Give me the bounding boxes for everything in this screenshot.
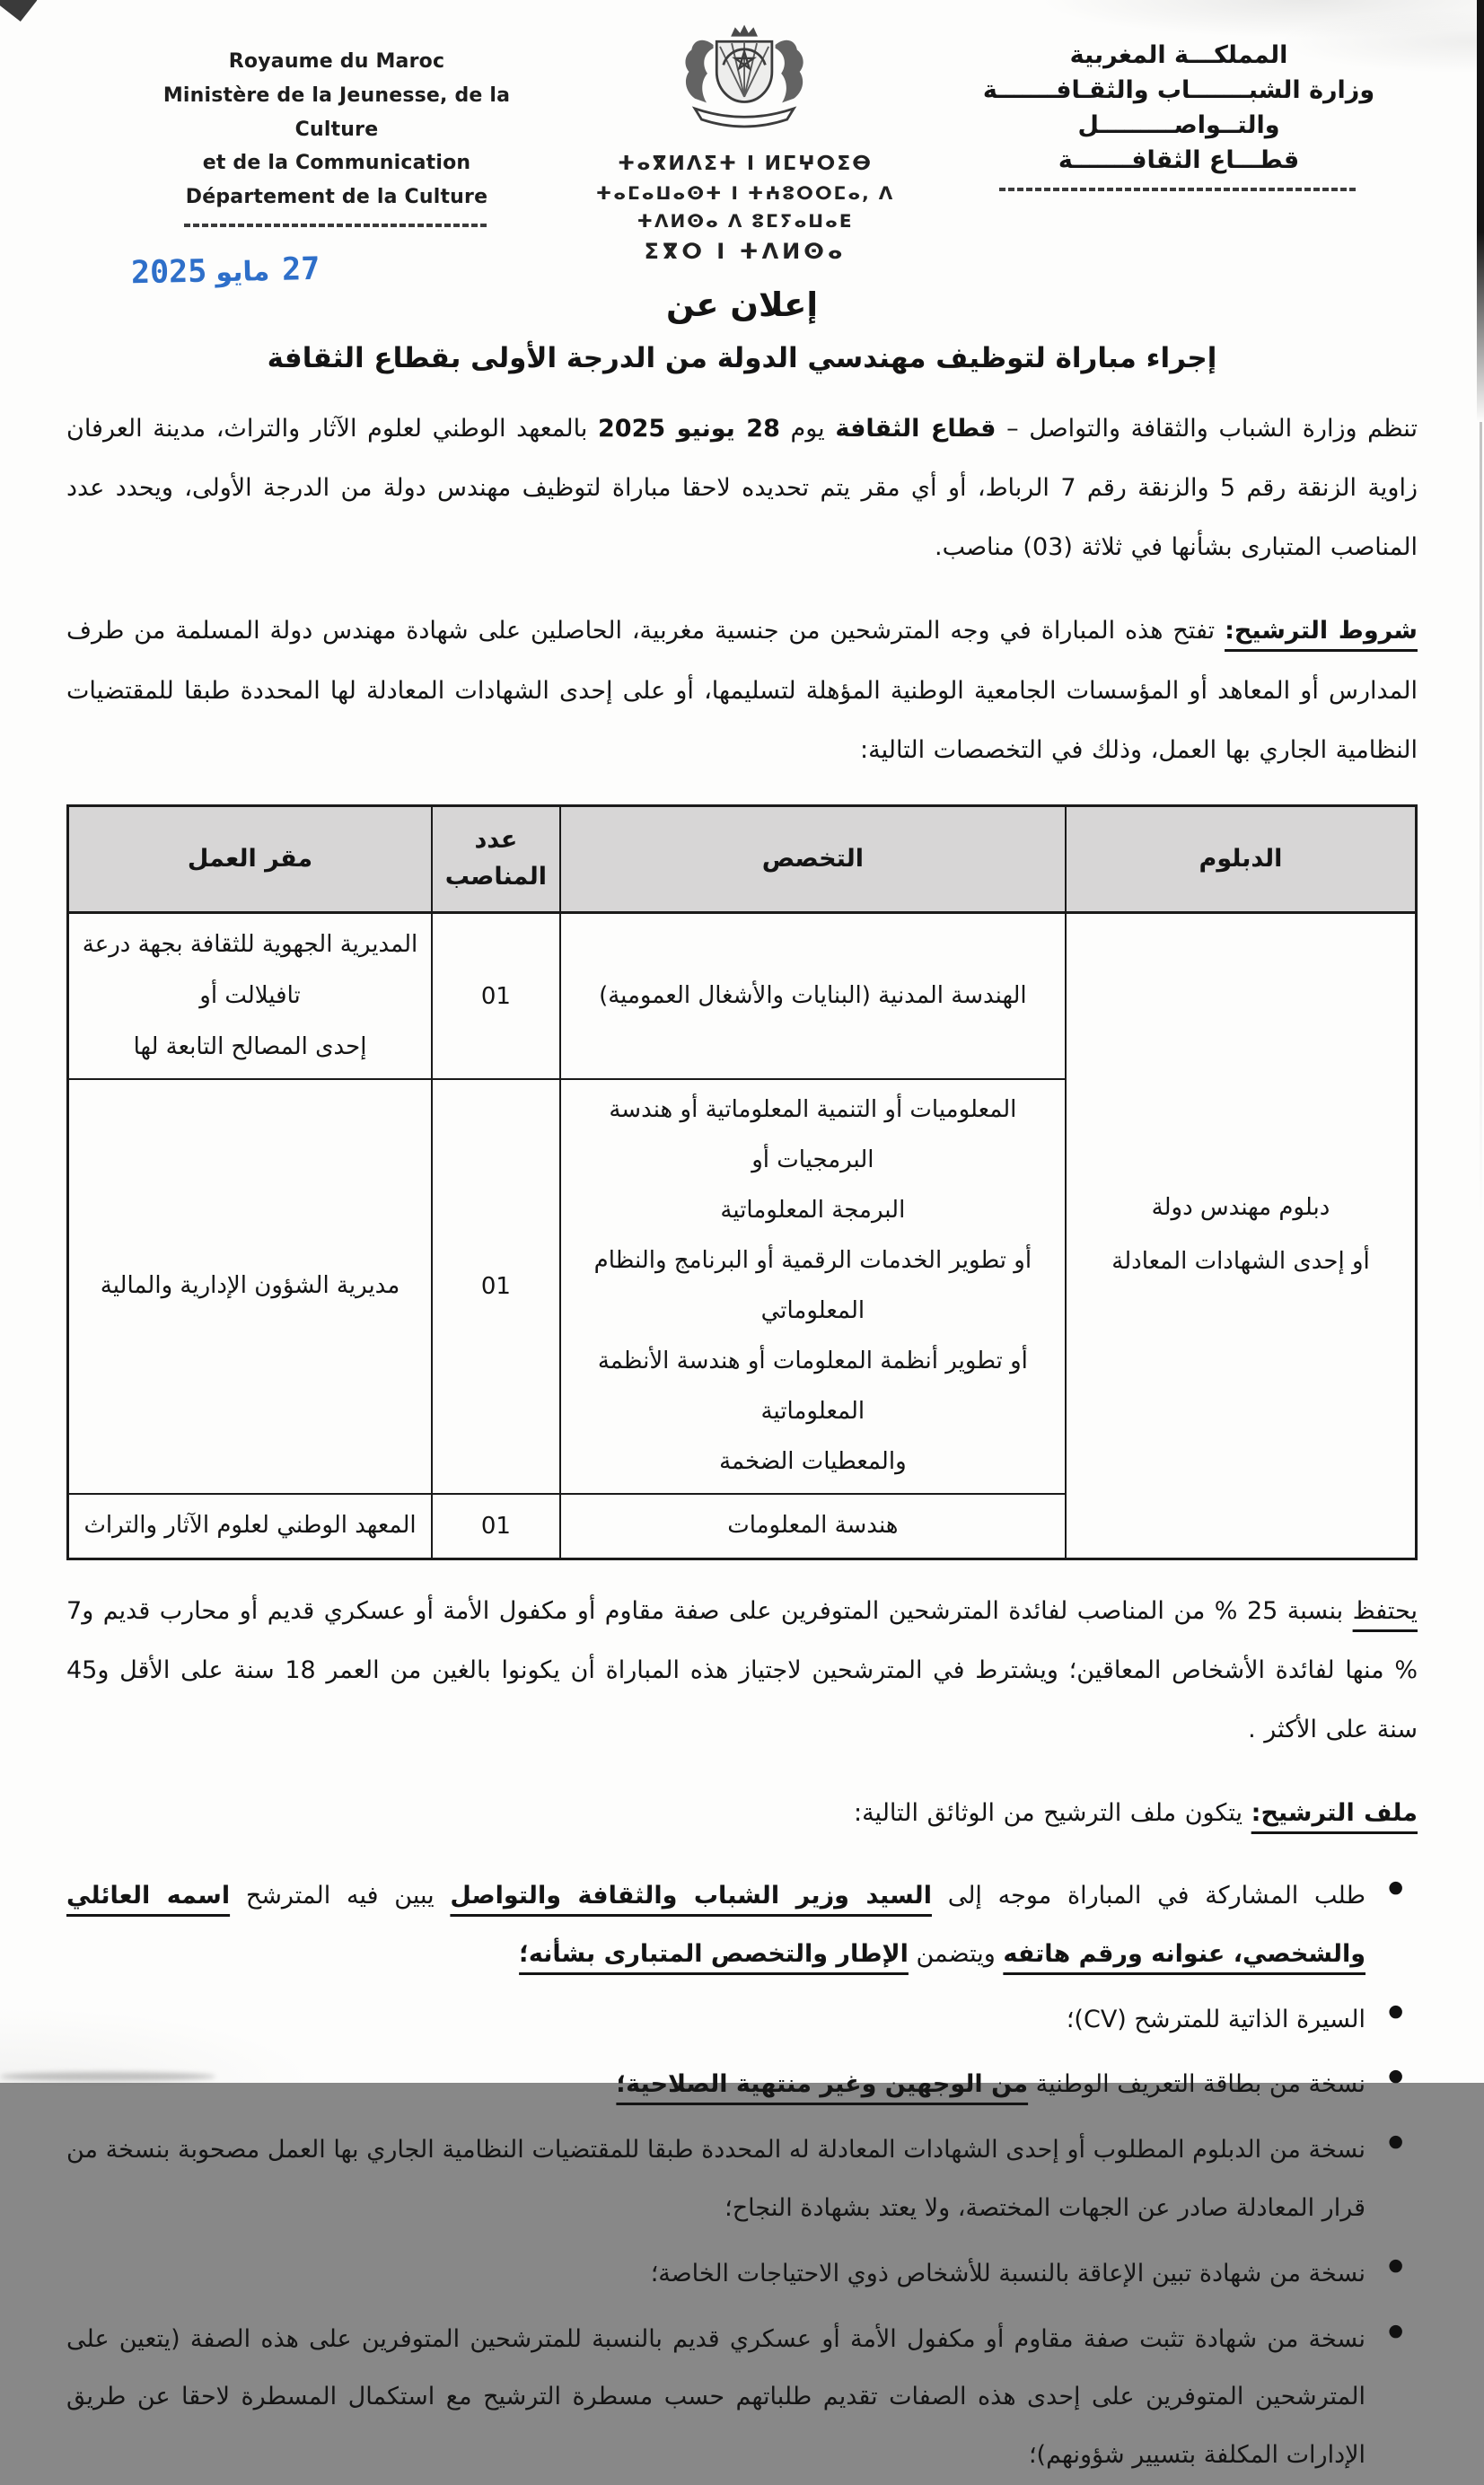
header-arabic-line: المملكـــة المغربية [1069, 41, 1288, 69]
document-item: ● طلب المشاركة في المباراة موجه إلى السيد وزير الشباب والثقافة والتواصل يبين فيه المترشح اسمه العائلي والشخصي، عنوانه ورقم هاتفه ويتضمن الإطار والتخصص المتبارى بشأنه؛ [66, 1867, 1418, 1984]
tifinagh-line: ⵜⴰⵎⴰⵡⴰⵙⵜ ⵏ ⵜⵄⵓⵔⵔⵎⴰ, ⴷ ⵜⴷⵍⵙⴰ ⴷ ⵓⵎⵢⴰⵡⴰⴹ [595, 182, 895, 233]
table-header-row [68, 805, 1417, 912]
workplace-cell: المعهد الوطني لعلوم الآثار والتراث [68, 1494, 433, 1559]
col-header-specialty: التخصص [560, 805, 1066, 912]
tifinagh-line: ⵉⴳⵔ ⵏ ⵜⴷⵍⵙⴰ [644, 239, 847, 265]
specialty-cell: هندسة المعلومات [560, 1494, 1066, 1559]
document-item: ● نسخة من شهادة تثبت صفة مقاوم أو مكفول الأمة أو عسكري قديم بالنسبة للمترشحين المتوفرين على هذه الصفة (يتعين على المترشحين المتوفرين على إحدى هذه الصفات تقديم طلباتهم حسب مسطرة الترشيح مع استكمال المسطرة لاحقا عن طريق الإدارات المكلفة بتسيير شؤونهم)؛ [66, 2311, 1418, 2485]
stamp-year: 2025 [130, 253, 207, 292]
workplace-cell: مديرية الشؤون الإدارية والمالية [68, 1079, 433, 1493]
specializations-table [66, 804, 1418, 1560]
stamp-month: مايو [215, 256, 270, 289]
col-header-diploma: الدبلوم [1066, 805, 1417, 912]
document-item: ● نسخة من الدبلوم المطلوب أو إحدى الشهادات المعادلة له المحددة طبقا للمقتضيات النظامية الجاري بها العمل مصحوبة بنسخة من قرار المعادلة صادر عن الجهات المختصة، ولا يعتد بشهادة النجاح؛ [66, 2121, 1418, 2238]
diploma-line: دبلوم مهندس دولة [1151, 1194, 1330, 1222]
header-arabic-line: قطـــاع الثقافـــــــة [1058, 146, 1300, 175]
announcement-title: إعلان عن [665, 285, 819, 324]
document-item: ● نسخة من شهادة تبين الإعاقة بالنسبة للأشخاص ذوي الاحتياجات الخاصة؛ [66, 2245, 1418, 2304]
header-french-line: Département de la Culture [185, 186, 488, 209]
workplace-cell: المديرية الجهوية للثقافة بجهة درعة تافيلالت أو إحدى المصالح التابعة لها [68, 912, 433, 1079]
positions-cell: 01 [432, 912, 560, 1079]
required-documents-list [66, 1867, 1418, 2485]
header-french-line: Ministère de la Jeunesse, de la Culture [162, 83, 511, 141]
col-header-positions-line: المناصب [444, 862, 548, 891]
announcement-subtitle: إجراء مباراة لتوظيف مهندسي الدولة من الدرجة الأولى بقطاع الثقافة [267, 342, 1217, 374]
header-french-line: Royaume du Maroc [228, 50, 445, 73]
stamp-day: 27 [281, 250, 321, 288]
conditions-paragraph: شروط الترشيح: تفتح هذه المباراة في وجه المترشحين من جنسية مغربية، الحاصلين على شهادة مهندس دولة المسلمة من طرف المدارس أو المعاهد أو المؤسسات الجامعية الوطنية المؤهلة لتسليمها، أو على إحدى الشهادات المعادلة لها المحددة طبقا للمقتضيات النظامية الجاري بها العمل، وذلك في التخصصات التالية: [66, 617, 1418, 764]
tifinagh-line: ⵜⴰⴳⵍⴷⵉⵜ ⵏ ⵍⵎⵖⵔⵉⴱ [617, 153, 873, 175]
positions-cell: 01 [432, 1079, 560, 1493]
specialty-cell: المعلوميات أو التنمية المعلوماتية أو هندسة البرمجيات أو البرمجة المعلوماتية أو تطوير الخدمات الرقمية أو البرنامج والنظام المعلوماتي أو تطوير أنظمة المعلومات أو هندسة الأنظمة المعلوماتية والمعطيات الضخمة [560, 1079, 1066, 1493]
diploma-line: أو إحدى الشهادات المعادلة [1111, 1248, 1370, 1276]
diploma-cell [1066, 912, 1417, 1559]
document-item: ● نسخة من بطاقة التعريف الوطنية من الوجهين وغير منتهية الصلاحية؛ [66, 2056, 1418, 2114]
col-header-positions-line: عدد [474, 826, 518, 855]
quota-paragraph: يحتفظ بنسبة 25 % من المناصب لفائدة المترشحين المتوفرين على صفة مقاوم أو مكفول الأمة أو عسكري قديم أو محارب قديم و7 % منها لفائدة الأشخاص المعاقين؛ ويشترط في المترشحين لاجتياز هذه المباراة أن يكونوا بالغين من العمر 18 سنة على الأقل و45 سنة على الأكثر . [66, 1596, 1418, 1743]
table-row [68, 912, 1417, 1079]
header-arabic-line: والتــواصـــــــــل [1077, 111, 1280, 140]
header-french-line: et de la Communication [202, 152, 471, 175]
specialty-cell: الهندسة المدنية (البنايات والأشغال العمومية) [560, 912, 1066, 1079]
intro-paragraph: تنظم وزارة الشباب والثقافة والتواصل – قطاع الثقافة يوم 28 يونيو 2025 بالمعهد الوطني لعلوم الآثار والتراث، مدينة العرفان زاوية الزنقة رقم 5 والزنقة رقم 7 الرباط، أو أي مقر يتم تحديده لاحقا مباراة لتوظيف مهندس دولة من الدرجة الأولى، ويحدد عدد المناصب المتبارى بشأنها في ثلاثة (03) مناصب. [66, 415, 1418, 562]
application-file-heading: ملف الترشيح: يتكون ملف الترشيح من الوثائق التالية: [853, 1798, 1418, 1827]
col-header-workplace: مقر العمل [68, 805, 433, 912]
col-header-positions [432, 805, 560, 912]
header-arabic-line: وزارة الشبـــــــاب والثقـافـــــــة [982, 76, 1375, 105]
positions-cell: 01 [432, 1494, 560, 1559]
document-item: ● السيرة الذاتية للمترشح (CV)؛ [66, 1991, 1418, 2050]
